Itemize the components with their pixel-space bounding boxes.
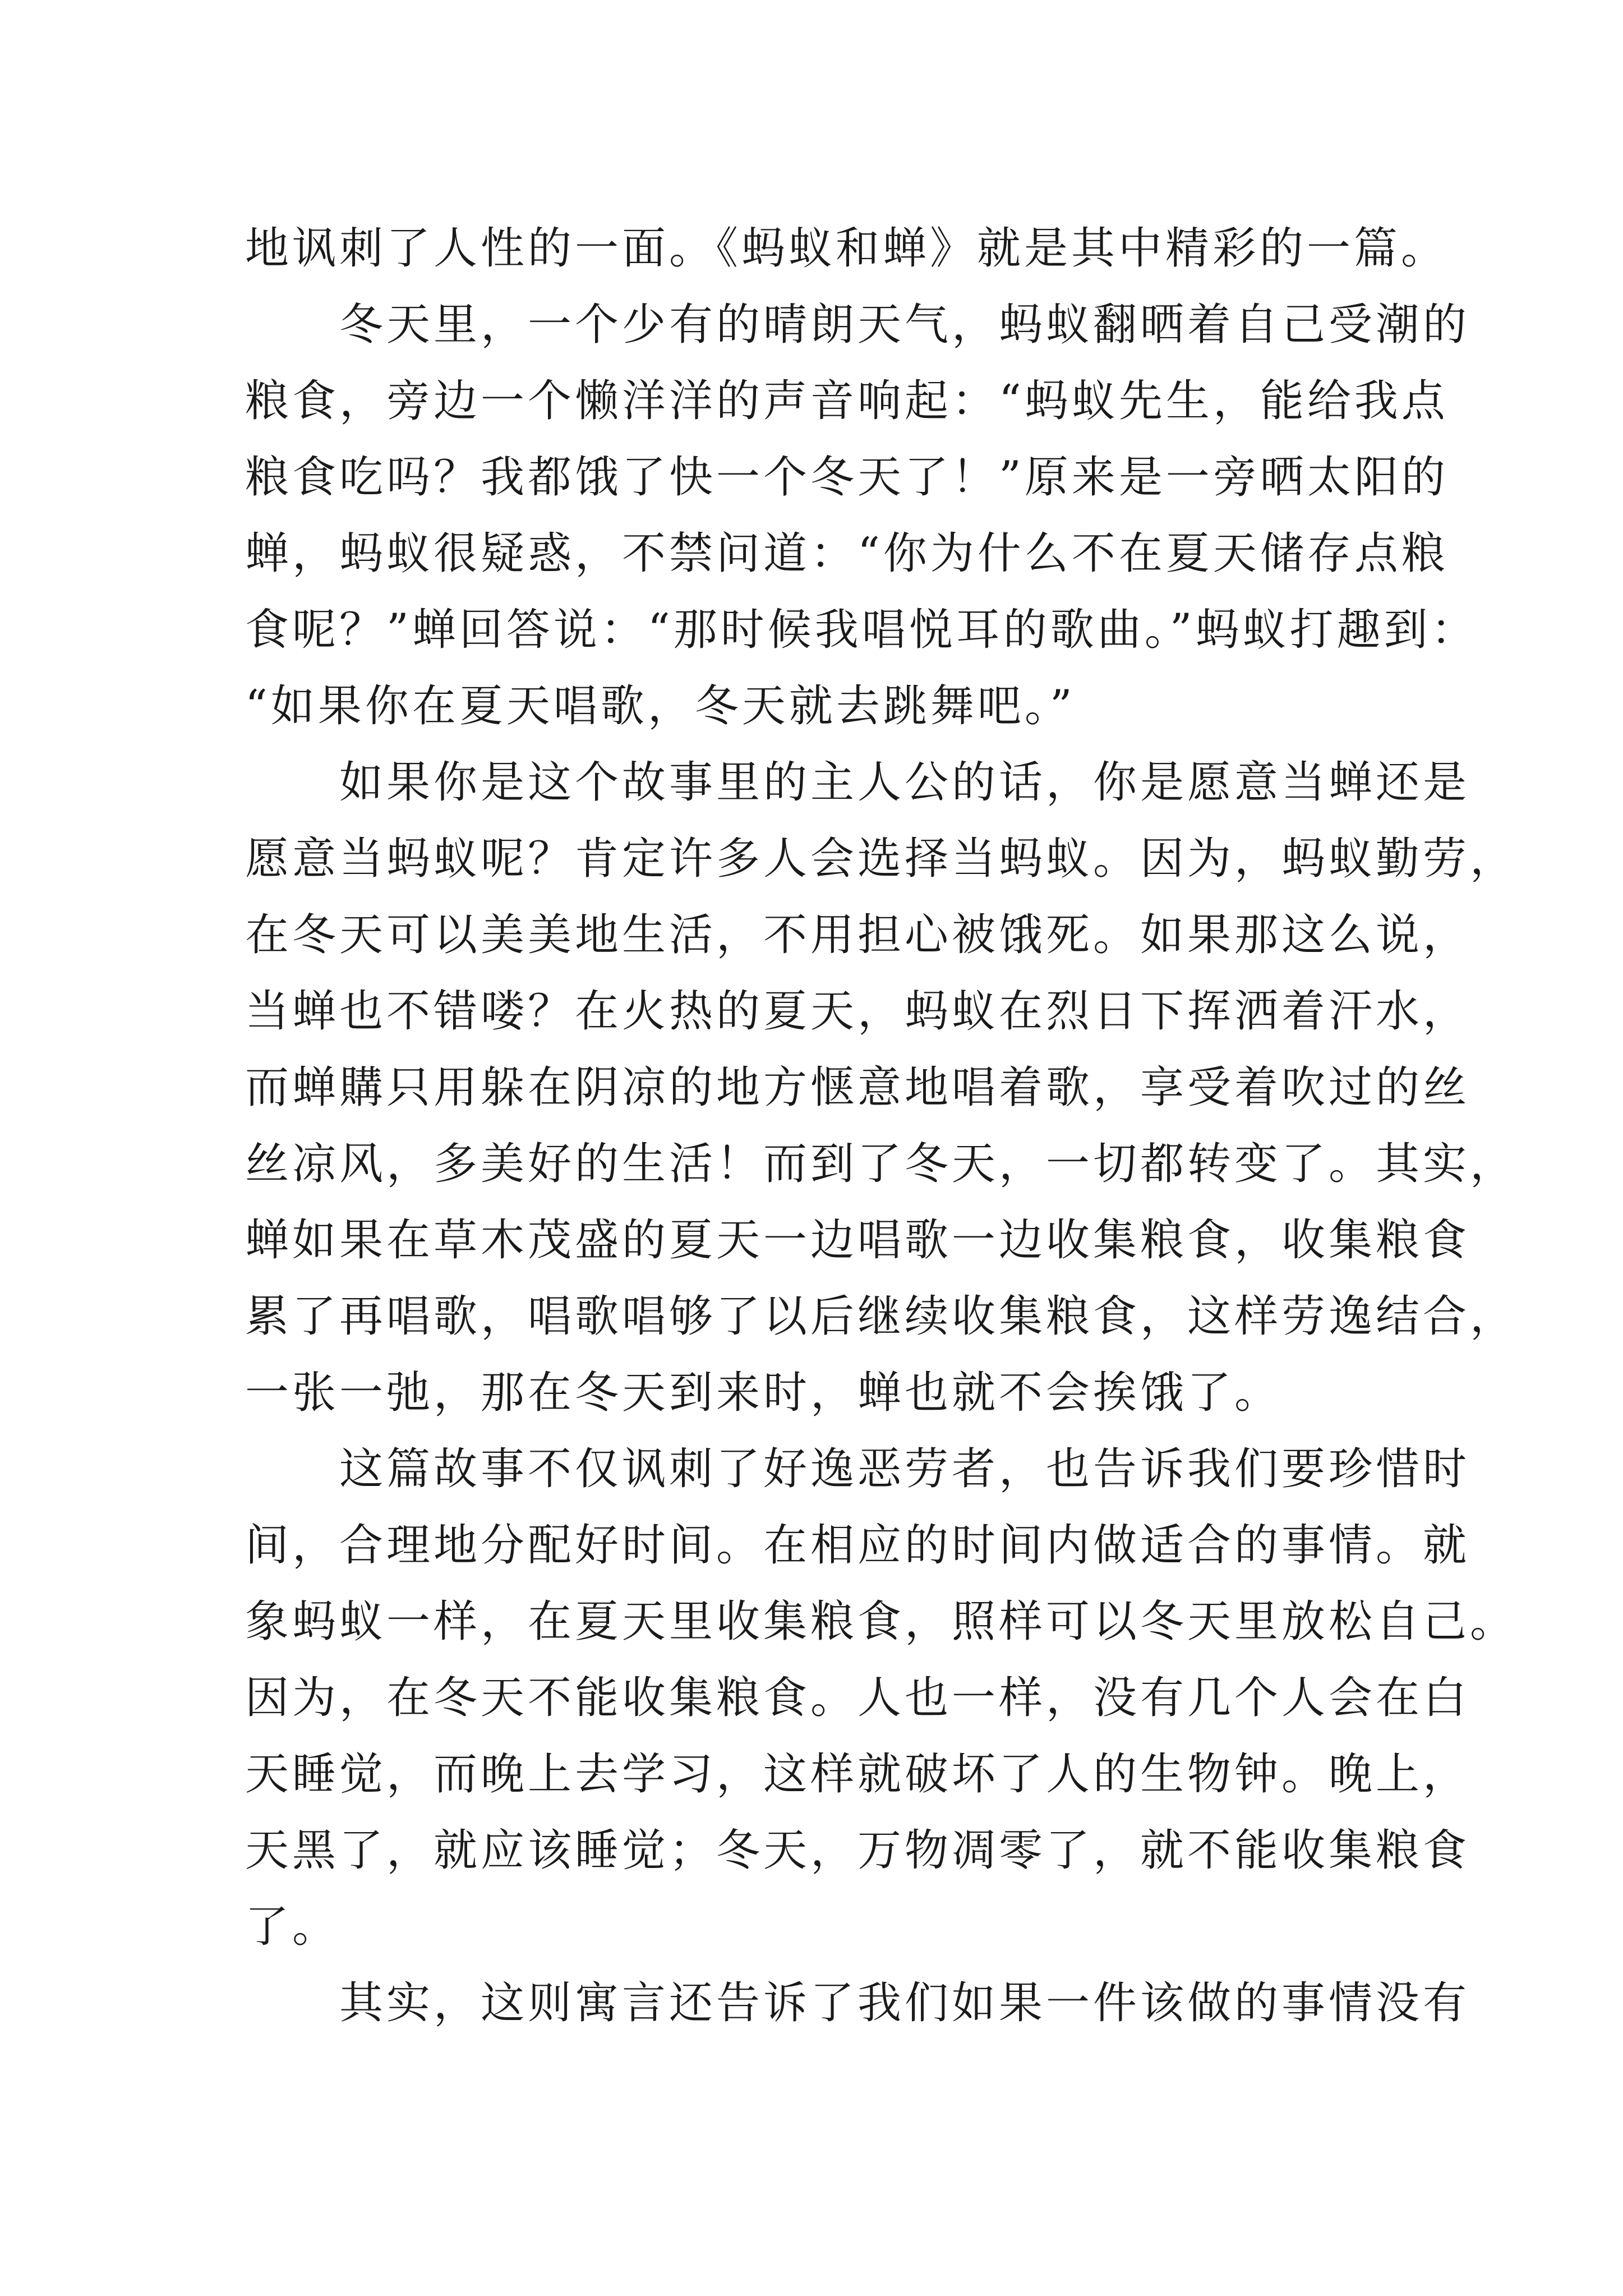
text-line: 粮食，旁边一个懒洋洋的声音响起：“蚂蚁先生，能给我点 bbox=[245, 376, 1449, 426]
text-line: 间，合理地分配好时间。在相应的时间内做适合的事情。就 bbox=[245, 1520, 1470, 1571]
text-line: 一张一弛，那在冬天到来时，蝉也就不会挨饿了。 bbox=[245, 1368, 1282, 1418]
text-line: 天睡觉，而晚上去学习，这样就破坏了人的生物钟。晚上， bbox=[245, 1749, 1470, 1800]
paragraph-first-line: 其实，这则寓言还告诉了我们如果一件该做的事情没有 bbox=[339, 1978, 1470, 2028]
text-line: 食呢？”蝉回答说：“那时候我唱悦耳的歌曲。”蚂蚁打趣到： bbox=[245, 605, 1478, 655]
text-line: “如果你在夏天唱歌，冬天就去跳舞吧。” bbox=[245, 681, 1076, 731]
text-line: 象蚂蚁一样，在夏天里收集粮食，照样可以冬天里放松自己。 bbox=[245, 1596, 1518, 1647]
text-line: 在冬天可以美美地生活，不用担心被饿死。如果那这么说， bbox=[245, 910, 1470, 960]
text-line: 而蝉購只用躲在阴凉的地方惬意地唱着歌，享受着吹过的丝 bbox=[245, 1062, 1470, 1113]
paragraph-first-line: 这篇故事不仅讽刺了好逸恶劳者，也告诉我们要珍惜时 bbox=[339, 1444, 1470, 1494]
paragraph-first-line: 冬天里，一个少有的晴朗天气，蚂蚁翻晒着自己受潮的 bbox=[339, 300, 1470, 350]
text-line: 蝉，蚂蚁很疑惑，不禁问道：“你为什么不在夏天储存点粮 bbox=[245, 528, 1449, 579]
text-line: 粮食吃吗？我都饿了快一个冬天了！”原来是一旁晒太阳的 bbox=[245, 452, 1449, 503]
text-line: 天黑了，就应该睡觉；冬天，万物凋零了，就不能收集粮食 bbox=[245, 1825, 1470, 1876]
text-line: 当蝉也不错喽？在火热的夏天，蚂蚁在烈日下挥洒着汗水， bbox=[245, 986, 1470, 1037]
text-line: 因为，在冬天不能收集粮食。人也一样，没有几个人会在白 bbox=[245, 1673, 1470, 1723]
text-line: 丝凉风，多美好的生活！而到了冬天，一切都转变了。其实， bbox=[245, 1139, 1518, 1189]
text-line: 蝉如果在草木茂盛的夏天一边唱歌一边收集粮食，收集粮食 bbox=[245, 1215, 1470, 1266]
text-line: 地讽刺了人性的一面。《蚂蚁和蝉》就是其中精彩的一篇。 bbox=[245, 223, 1449, 274]
text-line: 累了再唱歌，唱歌唱够了以后继续收集粮食，这样劳逸结合， bbox=[245, 1291, 1518, 1342]
paragraph-first-line: 如果你是这个故事里的主人公的话，你是愿意当蝉还是 bbox=[339, 757, 1470, 808]
body-text bbox=[245, 210, 1518, 2041]
text-line: 愿意当蚂蚁呢？肯定许多人会选择当蚂蚁。因为，蚂蚁勤劳， bbox=[245, 834, 1518, 884]
text-line: 了。 bbox=[245, 1902, 340, 1952]
